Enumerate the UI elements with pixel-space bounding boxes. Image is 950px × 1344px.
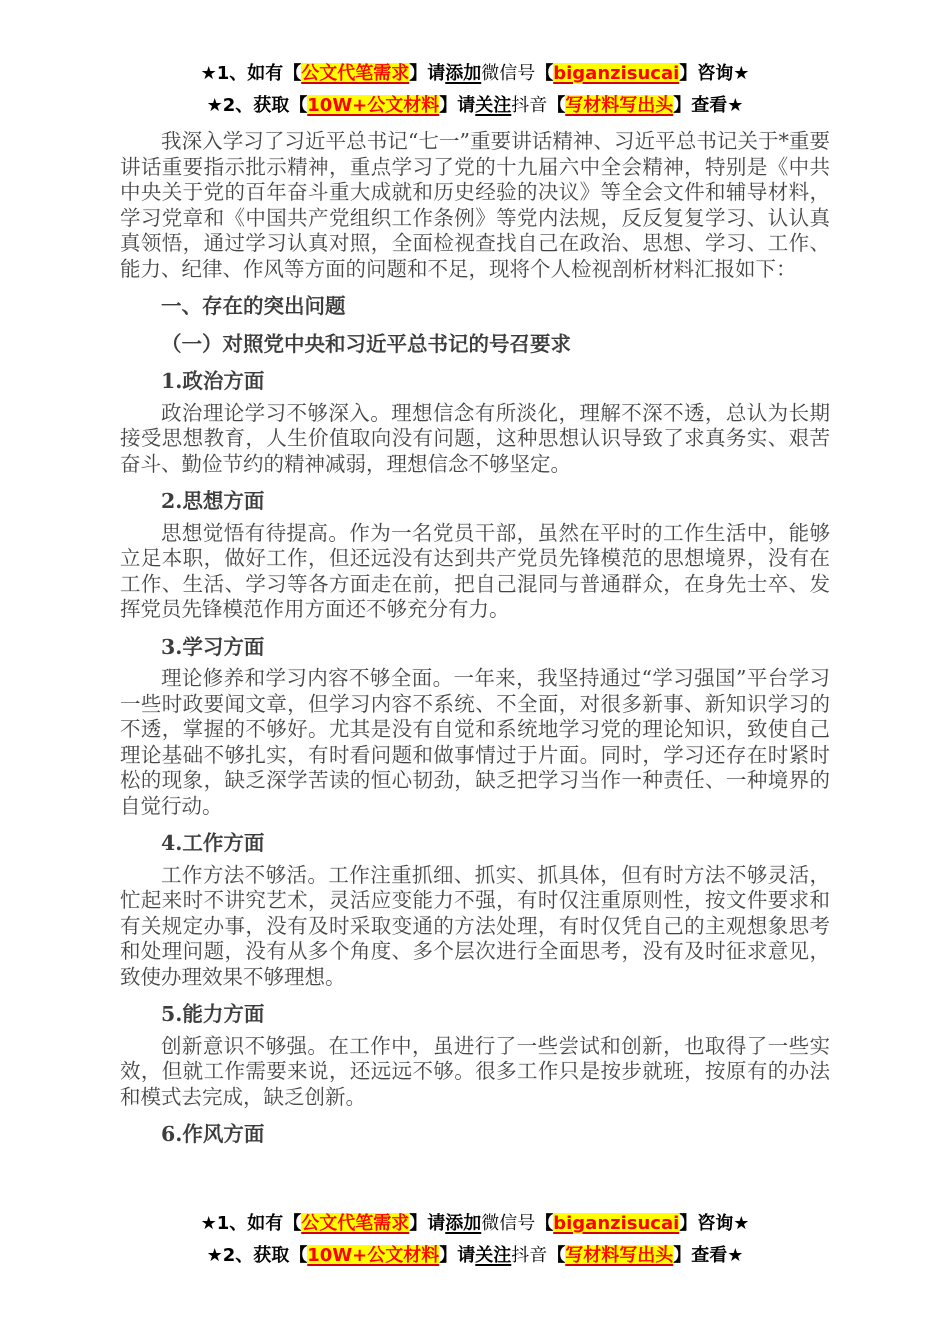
promo-text: 【 [535,1213,554,1234]
promo-banner-top [0,0,950,122]
promo-text: 】咨询★ [679,1213,750,1234]
promo-douyin-id: 写材料写出头 [565,95,674,116]
promo-highlight-service: 公文代笔需求 [301,1213,410,1234]
promo-text: 】请 [439,1245,476,1266]
promo-line-1 [0,1208,950,1240]
promo-text: 】请 [439,95,476,116]
promo-wechat-id: biganzisucai [553,63,680,84]
promo-text: 微信号 [481,1213,536,1234]
promo-underline-follow: 关注 [475,95,512,116]
paragraph-ideology: 思想觉悟有待提高。作为一名党员干部，虽然在平时的工作生活中，能够立足本职，做好工作，但还远没有达到共产党员先锋模范的思想境界，没有在工作、生活、学习等各方面走在前，把自己混同与普通群众，在身先士卒、发挥党员先锋模范作用方面还不够充分有力。 [120,520,830,621]
heading-ideology: 2.思想方面 [161,489,265,513]
paragraph-work: 工作方法不够活。工作注重抓细、抓实、抓具体，但有时方法不够灵活，忙起来时不讲究艺术，灵活应变能力不强，有时仅注重原则性，按文件要求和有关规定办事，没有及时采取变通的方法处理，有时仅凭自己的主观想象思考和处理问题，没有从多个角度、多个层次进行全面思考，没有及时征求意见，致使办理效果不够理想。 [120,862,830,989]
section-heading-problems: 一、存在的突出问题 [161,294,346,318]
promo-text: 】请 [409,63,446,84]
paragraph-ability: 创新意识不够强。在工作中，虽进行了一些尝试和创新，也取得了一些实效，但就工作需要来说，还远远不够。很多工作只是按步就班，按原有的办法和模式去完成，缺乏创新。 [120,1033,830,1109]
promo-wechat-id: biganzisucai [553,1213,680,1234]
promo-text: 】请 [409,1213,446,1234]
promo-line-2 [0,90,950,122]
promo-highlight-service: 公文代笔需求 [301,63,410,84]
promo-text: 【 [535,63,554,84]
promo-highlight-material: 10W+公文材料 [307,95,440,116]
promo-underline-follow: 关注 [475,1245,512,1266]
heading-study: 3.学习方面 [161,634,265,659]
heading-ability: 5.能力方面 [161,1002,265,1026]
promo-highlight-material: 10W+公文材料 [307,1245,440,1266]
promo-text: 】查看★ [673,1245,744,1266]
promo-line-1 [0,58,950,90]
intro-paragraph: 我深入学习了习近平总书记“七一”重要讲话精神、习近平总书记关于*重要讲话重要指示批示精神，重点学习了党的十九届六中全会精神，特别是《中共中央关于党的百年奋斗重大成就和历史经验的决议》等全会文件和辅导材料，学习党章和《中国共产党组织工作条例》等党内法规，反反复复学习、认认真真领悟，通过学习认真对照，全面检视查找自己在政治、思想、学习、工作、能力、纪律、作风等方面的问题和不足，现将个人检视剖析材料汇报如下： [120,129,830,281]
promo-text: 抖音 [511,95,548,116]
document-body [120,129,830,1148]
heading-conduct: 6.作风方面 [161,1122,265,1146]
promo-text: 】咨询★ [679,63,750,84]
promo-text: ★1、如有【 [200,63,302,84]
promo-text: ★1、如有【 [200,1213,302,1234]
promo-douyin-id: 写材料写出头 [565,1245,674,1266]
paragraph-politics: 政治理论学习不够深入。理想信念有所淡化，理解不深不透，总认为长期接受思想教育，人生价值取向没有问题，这种思想认识导致了求真务实、艰苦奋斗、勤俭节约的精神减弱，理想信念不够坚定。 [120,400,830,476]
heading-politics: 1.政治方面 [161,369,265,393]
promo-text: 【 [547,1245,566,1266]
promo-text: 】查看★ [673,95,744,116]
promo-line-2 [0,1240,950,1272]
subsection-heading-require: （一）对照党中央和习近平总书记的号召要求 [161,331,571,356]
promo-underline-add: 添加 [445,63,482,84]
promo-text: 抖音 [511,1245,548,1266]
paragraph-study: 理论修养和学习内容不够全面。一年来，我坚持通过“学习强国”平台学习一些时政要闻文章，但学习内容不系统、不全面，对很多新事、新知识学习的不透，掌握的不够好。尤其是没有自觉和系统地学习党的理论知识，致使自己理论基础不够扎实，有时看问题和做事情过于片面。同时，学习还存在时紧时松的现象，缺乏深学苦读的恒心韧劲，缺乏把学习当作一种责任、一种境界的自觉行动。 [120,666,830,818]
promo-banner-bottom [0,1208,950,1272]
heading-work: 4.工作方面 [161,831,265,855]
promo-text: ★2、获取【 [206,95,308,116]
promo-text: 微信号 [481,63,536,84]
promo-underline-add: 添加 [445,1213,482,1234]
promo-text: 【 [547,95,566,116]
promo-text: ★2、获取【 [206,1245,308,1266]
